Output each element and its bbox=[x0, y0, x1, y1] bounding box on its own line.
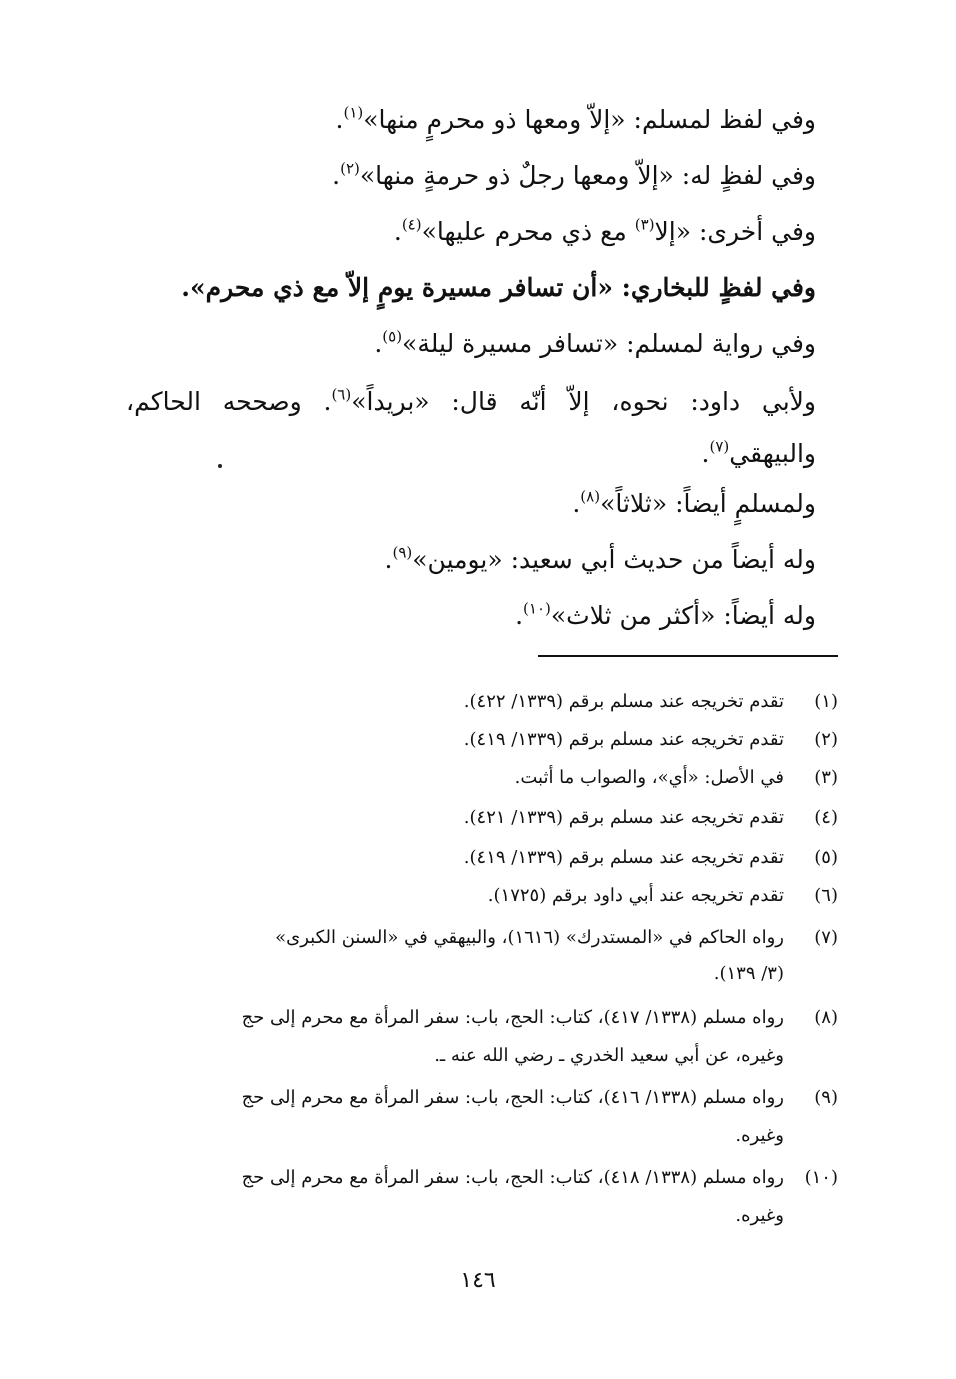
footnote-number: (٥) bbox=[814, 847, 838, 868]
line-text: وفي لفظٍ له: «إلاّ ومعها رجلٌ ذو حرمةٍ منها» bbox=[359, 161, 816, 190]
footnote-8-continuation: وغيره، عن أبي سعيد الخدري ـ رضي الله عنه ـ. bbox=[434, 1045, 784, 1066]
line-text: وله أيضاً من حديث أبي سعيد: «يومين» bbox=[412, 545, 816, 574]
footnote-number: (٤) bbox=[814, 807, 838, 828]
footnote-ref: (٨) bbox=[580, 487, 601, 506]
text-line-6 bbox=[572, 484, 816, 524]
text-line-8 bbox=[515, 596, 816, 636]
text-line-1 bbox=[336, 100, 816, 140]
footnote-text: رواه مسلم (١٣٣٨/ ٤١٦)، كتاب: الحج، باب: سفر المرأة مع محرم إلى حج bbox=[241, 1087, 784, 1108]
line-tail: . bbox=[393, 217, 402, 246]
footnote-text: رواه مسلم (١٣٣٨/ ٤١٨)، كتاب: الحج، باب: سفر المرأة مع محرم إلى حج bbox=[241, 1167, 784, 1188]
footnote-9-continuation: وغيره. bbox=[735, 1125, 784, 1146]
footnote-text: رواه مسلم (١٣٣٨/ ٤١٧)، كتاب: الحج، باب: سفر المرأة مع محرم إلى حج bbox=[241, 1007, 784, 1028]
line-tail: مع ذي محرم عليها» bbox=[421, 217, 635, 246]
footnote-number: (١٠) bbox=[804, 1167, 838, 1188]
footnote-text: تقدم تخريجه عند مسلم برقم (١٣٣٩/ ٤٢١). bbox=[463, 807, 784, 828]
footnote-number: (٧) bbox=[814, 927, 838, 948]
footnote-ref: (٢) bbox=[340, 159, 360, 178]
text-line-2 bbox=[332, 156, 816, 196]
footnote-8 bbox=[118, 1000, 838, 1035]
footnote-number: (٨) bbox=[814, 1007, 838, 1028]
line-tail: . bbox=[384, 545, 393, 574]
footnote-separator bbox=[538, 655, 838, 657]
line-text: وفي أخرى: «إلا bbox=[654, 217, 816, 246]
footnote-text: رواه الحاكم في «المستدرك» (١٦١٦)، والبيهقي في «السنن الكبرى» bbox=[275, 927, 784, 948]
line-tail: . bbox=[332, 161, 341, 190]
page-number: ١٤٦ bbox=[460, 1268, 496, 1293]
footnote-number: (٣) bbox=[814, 767, 838, 788]
footnote-10-continuation: وغيره. bbox=[735, 1205, 784, 1226]
footnote-ref: (٣) bbox=[634, 215, 655, 234]
footnote-7-continuation: (٣/ ١٣٩). bbox=[713, 963, 784, 984]
line-text: ولمسلمٍ أيضاً: «ثلاثاً» bbox=[600, 489, 816, 518]
text-line-3 bbox=[394, 212, 816, 252]
footnote-text: تقدم تخريجه عند أبي داود برقم (١٧٢٥). bbox=[487, 885, 784, 906]
text-line-4 bbox=[181, 268, 816, 308]
footnote-9 bbox=[118, 1080, 838, 1115]
footnote-7 bbox=[118, 920, 838, 955]
paragraph-tail: . وصححه الحاكم، والبيهقي bbox=[126, 387, 816, 468]
paragraph-tail: . bbox=[701, 439, 710, 468]
line-tail: . bbox=[572, 489, 581, 518]
footnote-text: في الأصل: «أي»، والصواب ما أثبت. bbox=[514, 767, 784, 788]
line-text: وفي لفظٍ للبخاري: «أن تسافر مسيرة يومٍ إلاّ مع ذي محرم». bbox=[181, 273, 816, 302]
footnote-5 bbox=[118, 840, 838, 875]
footnote-3 bbox=[118, 760, 838, 795]
footnote-1 bbox=[118, 684, 838, 719]
footnote-number: (٦) bbox=[814, 885, 838, 906]
footnote-number: (٢) bbox=[814, 729, 838, 750]
line-text: وفي رواية لمسلم: «تسافر مسيرة ليلة» bbox=[402, 329, 816, 358]
line-tail: . bbox=[335, 105, 344, 134]
footnote-text: تقدم تخريجه عند مسلم برقم (١٣٣٩/ ٤٢٢). bbox=[463, 691, 784, 712]
paragraph-text: ولأبي داود: نحوه، إلاّ أنّه قال: «بريداً» bbox=[351, 387, 816, 416]
footnote-text: تقدم تخريجه عند مسلم برقم (١٣٣٩/ ٤١٩). bbox=[463, 847, 784, 868]
footnote-ref: (٩) bbox=[392, 543, 413, 562]
footnote-number: (١) bbox=[814, 691, 838, 712]
footnote-number: (٩) bbox=[814, 1087, 838, 1108]
footnote-ref: (٥) bbox=[382, 327, 403, 346]
footnote-4 bbox=[118, 800, 838, 835]
footnote-ref: (٦) bbox=[331, 385, 352, 404]
footnote-2 bbox=[118, 722, 838, 757]
footnote-10 bbox=[118, 1160, 838, 1195]
footnote-text: تقدم تخريجه عند مسلم برقم (١٣٣٩/ ٤١٩). bbox=[463, 729, 784, 750]
footnote-ref: (١) bbox=[343, 103, 364, 122]
line-text: وفي لفظ لمسلم: «إلاّ ومعها ذو محرمٍ منها» bbox=[363, 105, 816, 134]
line-tail: . bbox=[515, 601, 524, 630]
line-text: وله أيضاً: «أكثر من ثلاث» bbox=[550, 601, 816, 630]
line-tail: . bbox=[374, 329, 383, 358]
text-line-5 bbox=[374, 324, 816, 364]
footnote-ref: (٤) bbox=[401, 215, 422, 234]
text-line-7 bbox=[385, 540, 816, 580]
footnote-6 bbox=[118, 878, 838, 913]
text-paragraph bbox=[126, 376, 816, 480]
scan-speck bbox=[218, 464, 222, 468]
footnote-ref: (١٠) bbox=[523, 599, 551, 618]
footnote-ref: (٧) bbox=[709, 437, 730, 456]
